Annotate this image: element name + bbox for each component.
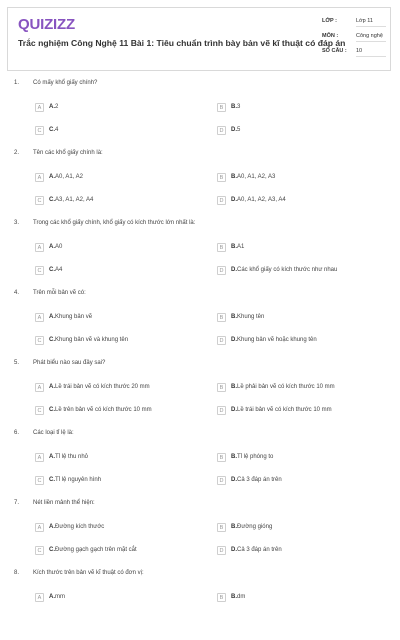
meta-label: LỚP :: [322, 18, 337, 24]
option-letter: D.: [231, 127, 237, 133]
question-item: [0, 290, 400, 360]
question-text: Trong các khổ giấy chính, khổ giấy có kích thước lớn nhất là:: [33, 220, 196, 226]
question-text: Phát biểu nào sau đây sai?: [33, 360, 106, 366]
option-text: A0, A1, A2, A3, A4: [237, 197, 286, 203]
worksheet-header: [7, 7, 391, 71]
option-letter: B.: [231, 454, 237, 460]
question-number: 3.: [14, 220, 20, 226]
question-item: [0, 570, 400, 640]
meta-label: MÔN :: [322, 33, 339, 39]
answer-checkbox[interactable]: C: [35, 336, 44, 345]
quizizz-logo: QUIZIZZ: [18, 16, 75, 33]
question-text: Kích thước trên bản vẽ kĩ thuật có đơn vị:: [33, 570, 144, 576]
option-text: mm: [55, 594, 65, 600]
option-letter: A.: [49, 174, 55, 180]
option-letter: C.: [49, 267, 55, 273]
meta-row-class: [322, 18, 388, 33]
option-text: Lề phải bản vẽ có kích thước 10 mm: [237, 384, 335, 390]
option-letter: B.: [231, 594, 237, 600]
question-number: 6.: [14, 430, 20, 436]
option-letter: A.: [49, 314, 55, 320]
option-letter: D.: [231, 477, 237, 483]
meta-value: Công nghệ: [356, 33, 386, 42]
option-letter: B.: [231, 314, 237, 320]
option-text: Đường gióng: [237, 524, 273, 530]
question-text: Các loại tỉ lệ là:: [33, 430, 74, 436]
meta-row-question-count: [322, 48, 388, 63]
option-text: 3: [237, 104, 241, 110]
answer-checkbox[interactable]: B: [217, 103, 226, 112]
option-letter: C.: [49, 547, 55, 553]
answer-checkbox[interactable]: A: [35, 103, 44, 112]
option-letter: D.: [231, 337, 237, 343]
answer-checkbox[interactable]: C: [35, 126, 44, 135]
option-text: Khung bản vẽ và khung tên: [55, 337, 129, 343]
option-text: Khung bản vẽ: [55, 314, 93, 320]
option-letter: C.: [49, 337, 55, 343]
question-number: 4.: [14, 290, 20, 296]
option-letter: B.: [231, 384, 237, 390]
question-list: [0, 80, 400, 640]
option-letter: A.: [49, 104, 55, 110]
option-text: 4: [55, 127, 59, 133]
question-item: [0, 80, 400, 150]
option-letter: A.: [49, 384, 55, 390]
question-item: [0, 220, 400, 290]
answer-checkbox[interactable]: B: [217, 523, 226, 532]
question-text: Có mấy khổ giấy chính?: [33, 80, 98, 86]
answer-checkbox[interactable]: B: [217, 313, 226, 322]
answer-checkbox[interactable]: C: [35, 406, 44, 415]
option-letter: C.: [49, 127, 55, 133]
answer-checkbox[interactable]: D: [217, 196, 226, 205]
option-letter: A.: [49, 594, 55, 600]
option-text: A4: [55, 267, 63, 273]
question-number: 2.: [14, 150, 20, 156]
option-text: 5: [237, 127, 241, 133]
option-letter: D.: [231, 407, 237, 413]
answer-checkbox[interactable]: B: [217, 243, 226, 252]
question-item: [0, 430, 400, 500]
question-text: Trên mỗi bản vẽ có:: [33, 290, 86, 296]
answer-checkbox[interactable]: C: [35, 266, 44, 275]
worksheet-meta: [322, 18, 388, 63]
answer-checkbox[interactable]: A: [35, 453, 44, 462]
answer-checkbox[interactable]: B: [217, 593, 226, 602]
option-letter: C.: [49, 477, 55, 483]
answer-checkbox[interactable]: B: [217, 383, 226, 392]
option-letter: B.: [231, 244, 237, 250]
meta-value: 10: [356, 48, 386, 57]
option-letter: D.: [231, 197, 237, 203]
question-text: Nét liền mảnh thể hiện:: [33, 500, 95, 506]
option-letter: B.: [231, 524, 237, 530]
meta-label: SỐ CÂU :: [322, 48, 347, 54]
worksheet-title: Trắc nghiệm Công Nghệ 11 Bài 1: Tiêu chuẩn trình bày bản vẽ kĩ thuật có đáp án: [18, 38, 346, 48]
answer-checkbox[interactable]: D: [217, 126, 226, 135]
answer-checkbox[interactable]: A: [35, 593, 44, 602]
option-text: Tỉ lệ phóng to: [237, 454, 274, 460]
option-text: dm: [237, 594, 246, 600]
option-text: Khung bản vẽ hoặc khung tên: [237, 337, 317, 343]
answer-checkbox[interactable]: C: [35, 546, 44, 555]
option-text: A0, A1, A2: [55, 174, 84, 180]
option-text: Tỉ lệ nguyên hình: [55, 477, 102, 483]
option-text: Các khổ giấy có kích thước như nhau: [237, 267, 338, 273]
answer-checkbox[interactable]: D: [217, 546, 226, 555]
option-text: Tỉ lệ thu nhỏ: [55, 454, 89, 460]
option-letter: C.: [49, 197, 55, 203]
answer-checkbox[interactable]: D: [217, 406, 226, 415]
question-text: Tên các khổ giấy chính là:: [33, 150, 103, 156]
option-text: A1: [237, 244, 245, 250]
answer-checkbox[interactable]: C: [35, 196, 44, 205]
option-letter: A.: [49, 244, 55, 250]
option-text: Đường gạch gạch trên mặt cắt: [55, 547, 137, 553]
answer-checkbox[interactable]: A: [35, 523, 44, 532]
answer-checkbox[interactable]: D: [217, 266, 226, 275]
option-text: Đường kích thước: [55, 524, 105, 530]
question-number: 8.: [14, 570, 20, 576]
answer-checkbox[interactable]: A: [35, 243, 44, 252]
question-item: [0, 500, 400, 570]
question-item: [0, 150, 400, 220]
meta-value: Lớp 11: [356, 18, 386, 27]
option-text: A0: [55, 244, 63, 250]
option-text: Khung tên: [237, 314, 265, 320]
question-item: [0, 360, 400, 430]
option-text: Lề trái bản vẽ có kích thước 20 mm: [55, 384, 150, 390]
option-letter: D.: [231, 547, 237, 553]
option-letter: D.: [231, 267, 237, 273]
answer-checkbox[interactable]: D: [217, 336, 226, 345]
option-text: 2: [55, 104, 59, 110]
question-number: 7.: [14, 500, 20, 506]
answer-checkbox[interactable]: B: [217, 173, 226, 182]
answer-checkbox[interactable]: A: [35, 383, 44, 392]
option-text: A3, A1, A2, A4: [55, 197, 94, 203]
option-text: A0, A1, A2, A3: [237, 174, 276, 180]
meta-row-subject: [322, 33, 388, 48]
answer-checkbox[interactable]: B: [217, 453, 226, 462]
answer-checkbox[interactable]: D: [217, 476, 226, 485]
option-letter: B.: [231, 174, 237, 180]
answer-checkbox[interactable]: A: [35, 173, 44, 182]
option-text: Lề trên bản vẽ có kích thước 10 mm: [55, 407, 152, 413]
option-text: Cả 3 đáp án trên: [237, 477, 282, 483]
question-number: 5.: [14, 360, 20, 366]
option-text: Lề trái bản vẽ có kích thước 10 mm: [237, 407, 332, 413]
option-letter: A.: [49, 454, 55, 460]
answer-checkbox[interactable]: C: [35, 476, 44, 485]
option-letter: C.: [49, 407, 55, 413]
option-letter: B.: [231, 104, 237, 110]
answer-checkbox[interactable]: A: [35, 313, 44, 322]
option-letter: A.: [49, 524, 55, 530]
option-text: Cả 3 đáp án trên: [237, 547, 282, 553]
question-number: 1.: [14, 80, 20, 86]
